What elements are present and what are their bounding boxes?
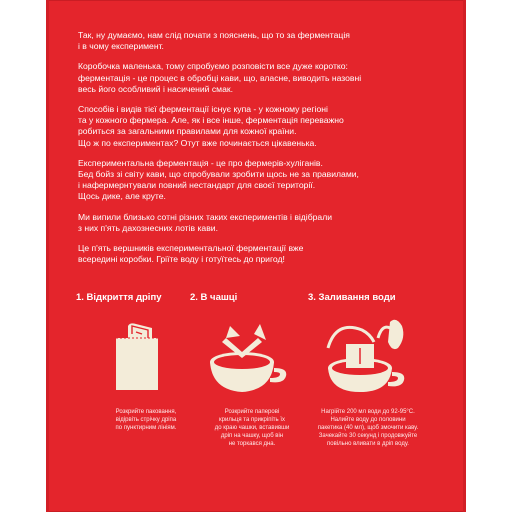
text-line: та у кожного фермера. Але, як і все інше, ферментація переважно [78,115,344,126]
desc-line: Зачекайте 30 секунд і продовжуйте [318,433,418,439]
drip-bag-icon [76,312,196,392]
desc-line: по пунктирним лініям. [115,425,177,431]
step-1 [76,292,196,431]
box-edge-right [463,0,466,512]
desc-line: дріп на чашку, щоб він [220,433,284,439]
desc-line: відірвіть стрічку дріпа [115,417,177,423]
desc-line: не торкався дна. [228,441,276,447]
text-line: і в чому експеримент. [78,41,164,52]
desc-line: крильця та прикріпіть їх [219,417,285,423]
text-line: Способів і видів тієї ферментації існує купа - у кожному регіоні [78,104,328,115]
text-line: всередині коробки. Гріїте воду і готуїтесь до пригод! [78,254,285,265]
step-title: 3. Заливання води [308,292,396,303]
text-line: з них п'ять дахознесних лотів кави. [78,222,218,233]
desc-line: Нагрійте 200 мл води до 92-95°C. [321,409,415,415]
text-line: весь його особливий і насичений смак. [78,83,234,94]
step-description [202,408,302,448]
text-line: Експериментальна ферментація - це про фермерів-хуліганів. [78,157,323,168]
text-line: Це п'ять вершників експериментальної ферментації вже [78,243,304,254]
text-line: Коробочка маленька, тому спробуємо розповісти все дуже коротко: [78,61,348,72]
desc-line: Розкрийте паперові [224,409,280,415]
text-line: Щось дике, але круте. [78,191,166,202]
text-line: робиться за загальними правилами для кожної країни. [78,126,297,137]
step-description [304,408,432,448]
paragraph-2 [78,61,418,95]
step-description [96,408,196,432]
kettle-pour-icon [308,312,428,392]
desc-line: повільно вливати в дріп воду. [327,441,409,447]
desc-line: Розкрийте паковання, [115,409,177,415]
text-line: Бед бойз зі світу кави, що спробували зробити щось не за правилами, [78,169,359,180]
text-line: і нафермернтували повний нестандарт для своєї території. [78,180,316,191]
step-2 [190,292,310,447]
text-line: Що ж по експериментах? Отут вже починається цікавенька. [78,137,317,148]
intro-text [78,30,418,274]
paragraph-4 [78,158,418,203]
step-3 [308,292,428,447]
step-title: 2. В чашці [190,292,238,303]
paragraph-1 [78,30,418,52]
cup-with-drip-icon [190,312,310,392]
paragraph-3 [78,104,418,149]
paragraph-6 [78,243,418,265]
text-line: Так, ну думаємо, нам слід почати з пояснень, що то за ферментація [78,30,350,40]
desc-line: до краю чашки, вставивши [214,425,290,431]
desc-line: Налийте воду до половини [330,417,406,423]
text-line: ферментація - це процес в обробці кави, що, власне, виводить назовні [78,72,362,83]
box-edge-left [46,0,49,512]
step-title: 1. Відкриття дріпу [76,292,162,303]
paragraph-5 [78,212,418,234]
brew-steps [60,292,452,472]
desc-line: пакетика (40 мл), щоб змочити каву. [317,425,419,431]
text-line: Ми випили близько сотні різних таких експериментів і відібрали [78,211,333,222]
